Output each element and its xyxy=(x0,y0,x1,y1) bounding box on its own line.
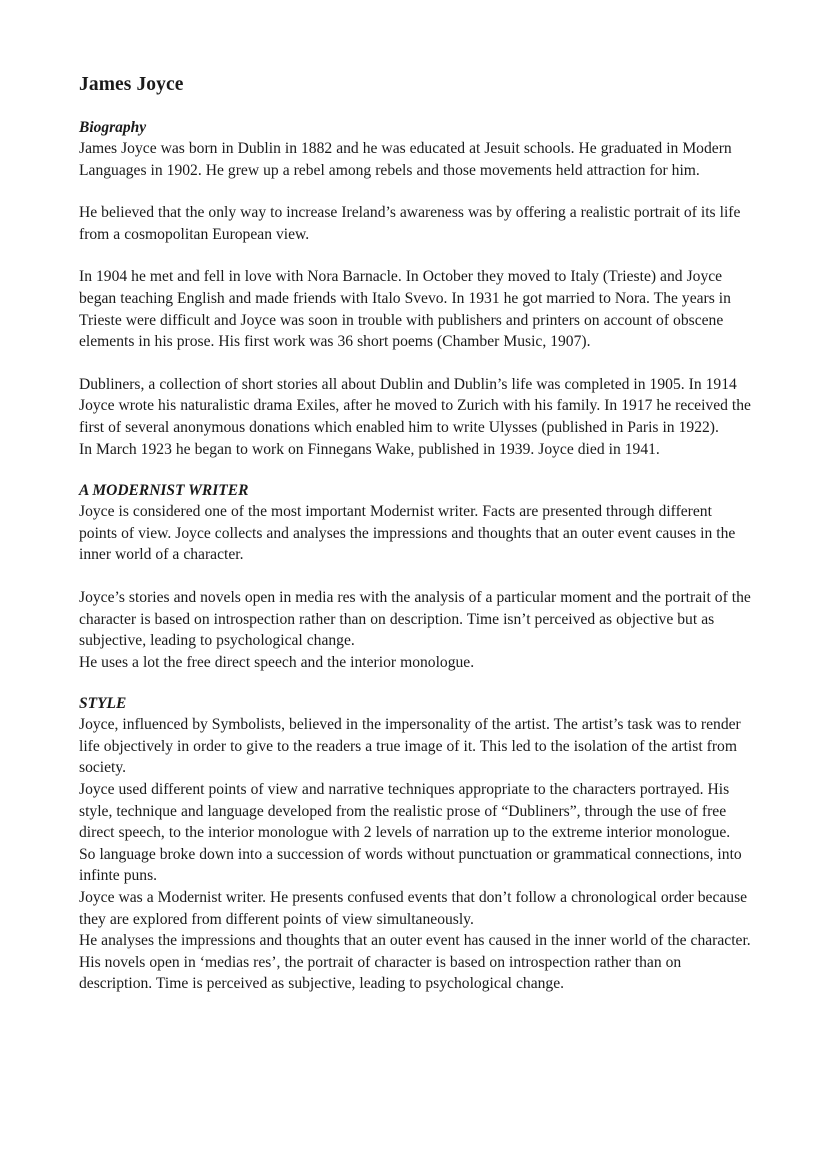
spacer xyxy=(79,245,751,266)
paragraph: In March 1923 he began to work on Finnegans Wake, published in 1939. Joyce died in 1941. xyxy=(79,440,660,458)
document-body xyxy=(79,72,751,995)
section-heading-style: STYLE xyxy=(79,695,127,713)
page-title: James Joyce xyxy=(79,74,184,95)
paragraph: Joyce used different points of view and narrative techniques appropriate to the characters portrayed. His style, technique and language developed from the realistic prose of “Dubliners”, through the use of free direct speech, to the interior monologue with 2 levels of narration up to the extreme interior monologue. xyxy=(79,781,731,842)
spacer xyxy=(79,98,751,117)
paragraph: James Joyce was born in Dublin in 1882 and he was educated at Jesuit schools. He graduated in Modern Languages in 1902. He grew up a rebel among rebels and those movements held attraction for him. xyxy=(79,140,732,179)
paragraph: He uses a lot the free direct speech and the interior monologue. xyxy=(79,653,475,671)
paragraph: Joyce is considered one of the most important Modernist writer. Facts are presented through different points of view. Joyce collects and analyses the impressions and thoughts that an outer event causes in the inner world of a character. xyxy=(79,503,736,564)
paragraph: He analyses the impressions and thoughts that an outer event has caused in the inner world of the character. His novels open in ‘medias res’, the portrait of character is based on introspection rather than on description. Time is perceived as subjective, leading to psychological change. xyxy=(79,932,751,993)
paragraph: Joyce, influenced by Symbolists, believed in the impersonality of the artist. The artist’s task was to render life objectively in order to give to the readers a true image of it. This led to the isolation of the artist from society. xyxy=(79,716,741,777)
section-heading-biography: Biography xyxy=(79,119,147,136)
section-heading-modernist-writer: A MODERNIST WRITER xyxy=(79,482,249,500)
paragraph: He believed that the only way to increase Ireland’s awareness was by offering a realistic portrait of its life from a cosmopolitan European view. xyxy=(79,204,741,243)
paragraph: Joyce’s stories and novels open in media res with the analysis of a particular moment and the portrait of the character is based on introspection rather than on description. Time isn’t perceived as objective but as subjective, leading to psychological change. xyxy=(79,588,751,650)
paragraph: So language broke down into a succession of words without punctuation or grammatical connections, into infinte puns. xyxy=(79,845,742,885)
paragraph: In 1904 he met and fell in love with Nora Barnacle. In October they moved to Italy (Trieste) and Joyce began teaching English and made friends with Italo Svevo. In 1931 he got married to Nora. The years in Trieste were difficult and Joyce was soon in trouble with publishers and printers on account of obscene elements in his prose. His first work was 36 short poems (Chamber Music, 1907). xyxy=(79,268,731,351)
spacer xyxy=(79,566,751,587)
spacer xyxy=(79,181,751,202)
paragraph: Dubliners, a collection of short stories all about Dublin and Dublin’s life was completed in 1905. In 1914 Joyce wrote his naturalistic drama Exiles, after he moved to Zurich with his family. In 1917 he received the first of several anonymous donations which enabled him to write Ulysses (published in Paris in 1922). xyxy=(79,375,751,436)
spacer xyxy=(79,460,751,480)
spacer xyxy=(79,673,751,693)
paragraph: Joyce was a Modernist writer. He presents confused events that don’t follow a chronological order because they are explored from different points of view simultaneously. xyxy=(79,889,748,928)
spacer xyxy=(79,353,751,374)
